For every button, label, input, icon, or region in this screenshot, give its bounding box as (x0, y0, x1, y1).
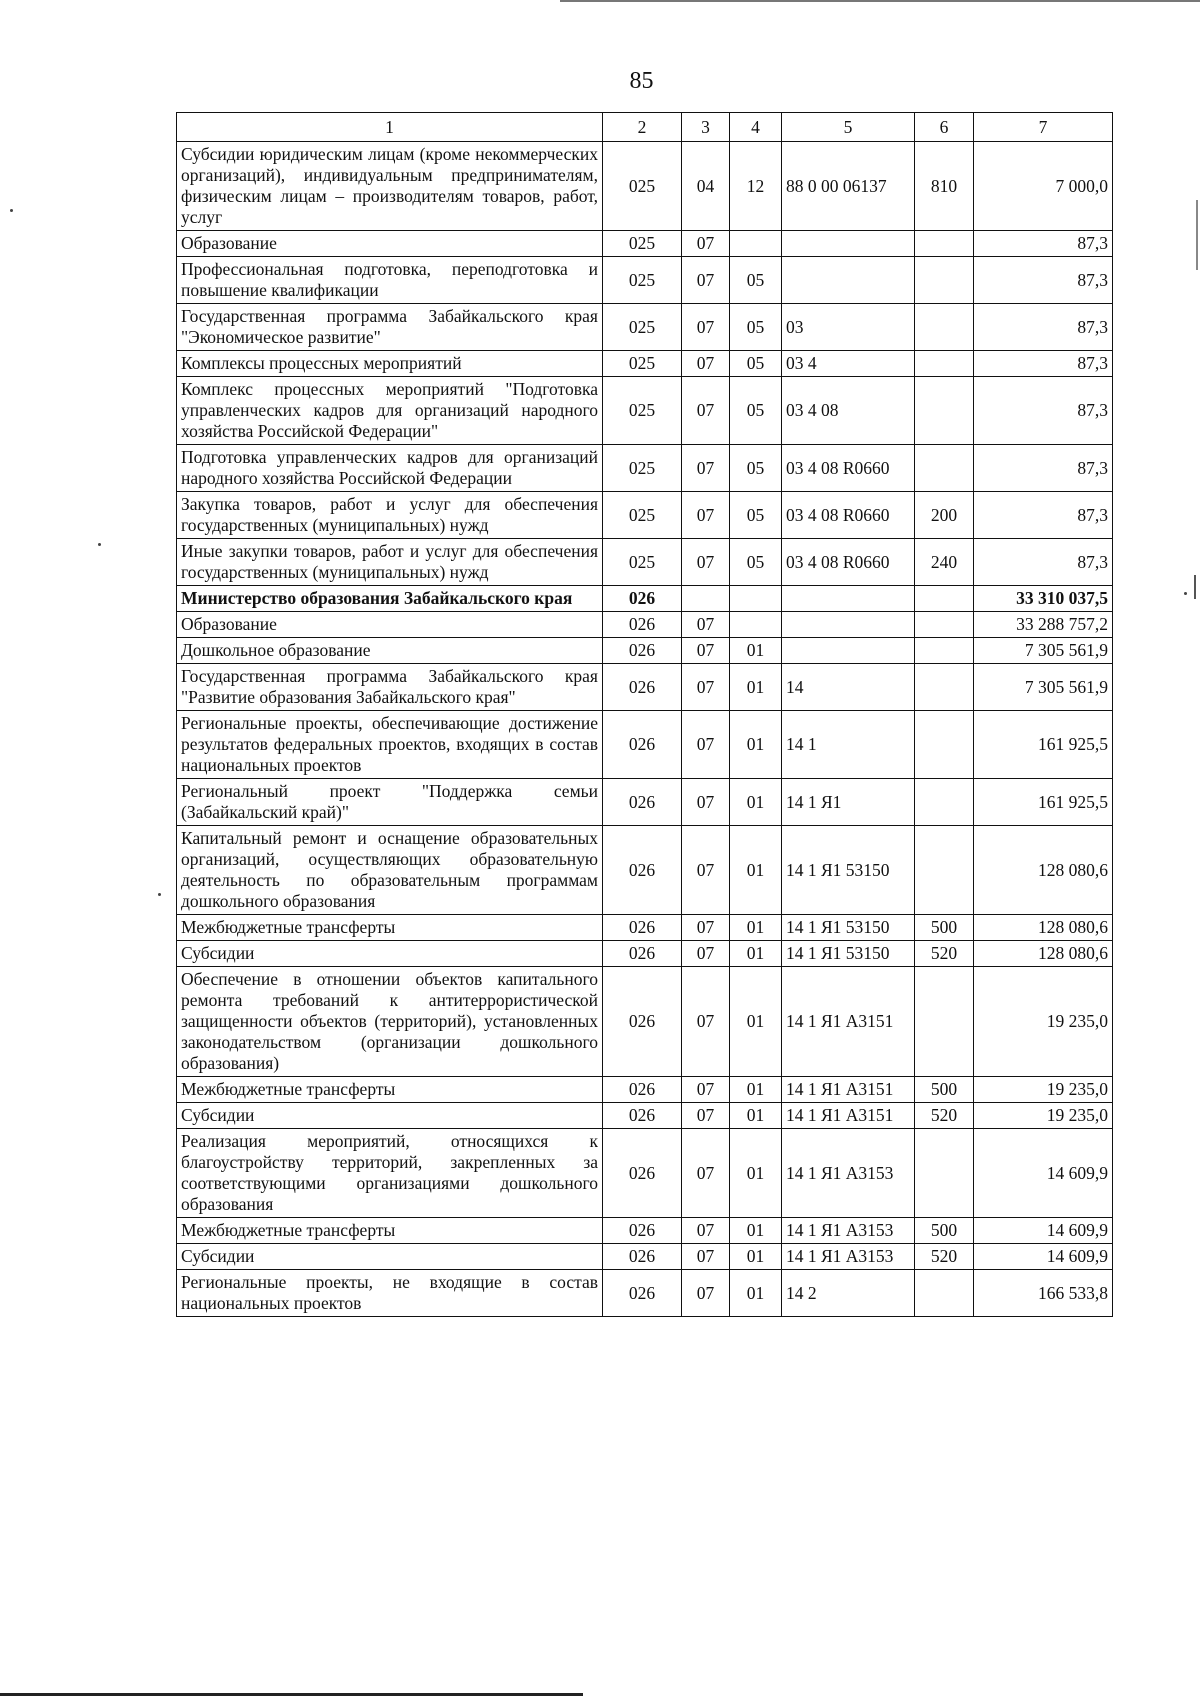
row-target-code: 03 4 08 R0660 (782, 445, 915, 492)
row-target-code (782, 257, 915, 304)
row-amount: 87,3 (974, 257, 1113, 304)
row-section: 07 (682, 1103, 730, 1129)
row-amount: 14 609,9 (974, 1129, 1113, 1218)
row-expense-type (915, 826, 974, 915)
row-name: Профессиональная подготовка, переподготовка и повышение квалификации (177, 257, 603, 304)
row-subsection: 01 (730, 967, 782, 1077)
row-expense-type (915, 638, 974, 664)
row-subsection: 01 (730, 1218, 782, 1244)
row-section: 07 (682, 539, 730, 586)
row-amount: 33 310 037,5 (974, 586, 1113, 612)
row-expense-type (915, 231, 974, 257)
table-row (177, 664, 1113, 711)
row-admin-code: 026 (603, 664, 682, 711)
row-subsection: 01 (730, 711, 782, 779)
scan-mark-right (1194, 575, 1196, 599)
row-admin-code: 026 (603, 1218, 682, 1244)
table-row (177, 941, 1113, 967)
row-section: 07 (682, 1270, 730, 1317)
row-expense-type (915, 779, 974, 826)
row-admin-code: 025 (603, 304, 682, 351)
row-target-code: 14 2 (782, 1270, 915, 1317)
row-amount: 161 925,5 (974, 779, 1113, 826)
row-admin-code: 026 (603, 1129, 682, 1218)
row-amount: 87,3 (974, 492, 1113, 539)
row-admin-code: 026 (603, 1270, 682, 1317)
row-expense-type (915, 664, 974, 711)
scan-dot (98, 543, 101, 546)
row-subsection: 01 (730, 1270, 782, 1317)
row-admin-code: 026 (603, 638, 682, 664)
row-section: 07 (682, 826, 730, 915)
row-admin-code: 026 (603, 967, 682, 1077)
row-subsection: 01 (730, 826, 782, 915)
row-expense-type: 240 (915, 539, 974, 586)
table-row (177, 638, 1113, 664)
row-admin-code: 026 (603, 915, 682, 941)
row-expense-type (915, 586, 974, 612)
column-header: 7 (974, 113, 1113, 142)
table-row (177, 1077, 1113, 1103)
row-section: 07 (682, 1129, 730, 1218)
row-target-code: 14 1 (782, 711, 915, 779)
table-row (177, 539, 1113, 586)
row-section: 07 (682, 377, 730, 445)
row-subsection: 01 (730, 1077, 782, 1103)
row-expense-type (915, 612, 974, 638)
row-amount: 7 305 561,9 (974, 638, 1113, 664)
row-amount: 128 080,6 (974, 826, 1113, 915)
row-target-code: 14 1 Я1 (782, 779, 915, 826)
row-subsection: 05 (730, 445, 782, 492)
row-amount: 87,3 (974, 351, 1113, 377)
table-row (177, 967, 1113, 1077)
row-expense-type (915, 377, 974, 445)
row-admin-code: 026 (603, 1077, 682, 1103)
row-target-code (782, 612, 915, 638)
row-subsection: 05 (730, 492, 782, 539)
row-amount: 87,3 (974, 445, 1113, 492)
row-expense-type (915, 1129, 974, 1218)
table-row (177, 711, 1113, 779)
row-amount: 14 609,9 (974, 1244, 1113, 1270)
row-name: Субсидии (177, 1244, 603, 1270)
scan-dot (158, 893, 161, 896)
row-name: Капитальный ремонт и оснащение образовательных организаций, осуществляющих образовательную деятельность по образовательным программам дошкольного образования (177, 826, 603, 915)
page-number: 85 (629, 68, 654, 94)
scan-dot (1184, 592, 1187, 595)
row-expense-type: 500 (915, 1077, 974, 1103)
row-amount: 7 305 561,9 (974, 664, 1113, 711)
row-subsection: 05 (730, 257, 782, 304)
row-name: Министерство образования Забайкальского края (177, 586, 603, 612)
row-name: Государственная программа Забайкальского края "Развитие образования Забайкальского края" (177, 664, 603, 711)
row-name: Субсидии юридическим лицам (кроме некоммерческих организаций), индивидуальным предпринимателям, физическим лицам – производителям товаров, работ, услуг (177, 142, 603, 231)
row-section: 07 (682, 1244, 730, 1270)
table-row (177, 445, 1113, 492)
row-subsection: 01 (730, 915, 782, 941)
table-row (177, 826, 1113, 915)
row-expense-type: 500 (915, 1218, 974, 1244)
row-name: Комплексы процессных мероприятий (177, 351, 603, 377)
row-name: Комплекс процессных мероприятий "Подготовка управленческих кадров для организаций народного хозяйства Российской Федерации" (177, 377, 603, 445)
row-target-code (782, 638, 915, 664)
row-amount: 87,3 (974, 377, 1113, 445)
table-row (177, 1103, 1113, 1129)
row-target-code: 03 (782, 304, 915, 351)
table-row (177, 304, 1113, 351)
row-admin-code: 026 (603, 1244, 682, 1270)
row-target-code: 03 4 08 (782, 377, 915, 445)
column-header: 5 (782, 113, 915, 142)
row-subsection (730, 231, 782, 257)
row-target-code: 14 (782, 664, 915, 711)
row-expense-type: 520 (915, 941, 974, 967)
row-expense-type (915, 351, 974, 377)
row-section: 07 (682, 257, 730, 304)
scan-edge-right (1196, 200, 1198, 270)
row-admin-code: 026 (603, 711, 682, 779)
row-admin-code: 026 (603, 779, 682, 826)
row-amount: 33 288 757,2 (974, 612, 1113, 638)
row-admin-code: 025 (603, 445, 682, 492)
row-section: 07 (682, 1218, 730, 1244)
row-name: Региональные проекты, не входящие в состав национальных проектов (177, 1270, 603, 1317)
row-name: Закупка товаров, работ и услуг для обеспечения государственных (муниципальных) нужд (177, 492, 603, 539)
row-target-code: 14 1 Я1 А3153 (782, 1244, 915, 1270)
table-row (177, 1129, 1113, 1218)
row-section: 07 (682, 711, 730, 779)
row-name: Субсидии (177, 941, 603, 967)
column-header: 6 (915, 113, 974, 142)
row-name: Межбюджетные трансферты (177, 915, 603, 941)
row-section: 07 (682, 779, 730, 826)
row-name: Обеспечение в отношении объектов капитального ремонта требований к антитеррористической защищенности объектов (территорий), установленных законодательством (организации дошкольного образования) (177, 967, 603, 1077)
row-subsection: 12 (730, 142, 782, 231)
row-subsection: 01 (730, 1103, 782, 1129)
row-subsection: 01 (730, 664, 782, 711)
row-subsection: 01 (730, 1129, 782, 1218)
row-target-code: 88 0 00 06137 (782, 142, 915, 231)
row-subsection: 01 (730, 941, 782, 967)
row-expense-type (915, 967, 974, 1077)
row-section: 07 (682, 915, 730, 941)
row-subsection: 05 (730, 377, 782, 445)
row-name: Образование (177, 231, 603, 257)
row-subsection: 05 (730, 304, 782, 351)
row-admin-code: 025 (603, 351, 682, 377)
scan-dot (10, 209, 13, 212)
row-admin-code: 025 (603, 377, 682, 445)
row-target-code: 14 1 Я1 А3153 (782, 1129, 915, 1218)
row-target-code: 03 4 (782, 351, 915, 377)
row-section: 07 (682, 445, 730, 492)
row-admin-code: 026 (603, 586, 682, 612)
row-name: Государственная программа Забайкальского края "Экономическое развитие" (177, 304, 603, 351)
row-expense-type: 200 (915, 492, 974, 539)
column-header: 4 (730, 113, 782, 142)
table-row (177, 1270, 1113, 1317)
table-row (177, 915, 1113, 941)
row-amount: 7 000,0 (974, 142, 1113, 231)
row-subsection: 01 (730, 779, 782, 826)
row-amount: 87,3 (974, 231, 1113, 257)
row-name: Межбюджетные трансферты (177, 1218, 603, 1244)
column-header: 3 (682, 113, 730, 142)
row-amount: 166 533,8 (974, 1270, 1113, 1317)
row-expense-type (915, 445, 974, 492)
row-name: Дошкольное образование (177, 638, 603, 664)
row-admin-code: 025 (603, 492, 682, 539)
row-expense-type (915, 1270, 974, 1317)
scan-edge-top (560, 0, 1200, 2)
row-amount: 161 925,5 (974, 711, 1113, 779)
table-row (177, 231, 1113, 257)
row-expense-type (915, 711, 974, 779)
row-name: Субсидии (177, 1103, 603, 1129)
row-target-code: 03 4 08 R0660 (782, 539, 915, 586)
table-row (177, 142, 1113, 231)
row-target-code: 14 1 Я1 А3151 (782, 967, 915, 1077)
row-target-code: 14 1 Я1 53150 (782, 915, 915, 941)
row-admin-code: 025 (603, 539, 682, 586)
row-section: 07 (682, 231, 730, 257)
row-amount: 87,3 (974, 539, 1113, 586)
row-section: 07 (682, 1077, 730, 1103)
row-name: Иные закупки товаров, работ и услуг для обеспечения государственных (муниципальных) нужд (177, 539, 603, 586)
row-target-code (782, 231, 915, 257)
row-subsection: 05 (730, 351, 782, 377)
row-amount: 19 235,0 (974, 967, 1113, 1077)
row-section: 07 (682, 941, 730, 967)
row-section: 07 (682, 612, 730, 638)
row-target-code (782, 586, 915, 612)
table-header-row (177, 113, 1113, 142)
row-target-code: 14 1 Я1 А3151 (782, 1077, 915, 1103)
table-row (177, 1218, 1113, 1244)
row-expense-type (915, 257, 974, 304)
row-section: 07 (682, 304, 730, 351)
row-amount: 128 080,6 (974, 915, 1113, 941)
row-name: Региональный проект "Поддержка семьи (Забайкальский край)" (177, 779, 603, 826)
row-subsection: 01 (730, 638, 782, 664)
row-target-code: 14 1 Я1 53150 (782, 941, 915, 967)
row-admin-code: 025 (603, 142, 682, 231)
row-subsection (730, 586, 782, 612)
row-section: 07 (682, 351, 730, 377)
row-admin-code: 026 (603, 941, 682, 967)
row-name: Подготовка управленческих кадров для организаций народного хозяйства Российской Федерации (177, 445, 603, 492)
row-section: 07 (682, 638, 730, 664)
table-row (177, 779, 1113, 826)
row-section: 07 (682, 664, 730, 711)
row-expense-type: 520 (915, 1103, 974, 1129)
table-row (177, 1244, 1113, 1270)
row-amount: 19 235,0 (974, 1077, 1113, 1103)
row-target-code: 14 1 Я1 53150 (782, 826, 915, 915)
row-name: Региональные проекты, обеспечивающие достижение результатов федеральных проектов, входящих в состав национальных проектов (177, 711, 603, 779)
row-subsection (730, 612, 782, 638)
row-target-code: 14 1 Я1 А3153 (782, 1218, 915, 1244)
row-subsection: 05 (730, 539, 782, 586)
column-header: 1 (177, 113, 603, 142)
row-name: Реализация мероприятий, относящихся к благоустройству территорий, закрепленных за соответствующими организациями дошкольного образования (177, 1129, 603, 1218)
row-admin-code: 026 (603, 1103, 682, 1129)
row-section: 07 (682, 492, 730, 539)
row-admin-code: 025 (603, 231, 682, 257)
row-name: Образование (177, 612, 603, 638)
table-row (177, 377, 1113, 445)
row-amount: 19 235,0 (974, 1103, 1113, 1129)
row-admin-code: 026 (603, 826, 682, 915)
table-body (177, 142, 1113, 1317)
row-amount: 128 080,6 (974, 941, 1113, 967)
row-subsection: 01 (730, 1244, 782, 1270)
row-expense-type (915, 304, 974, 351)
column-header: 2 (603, 113, 682, 142)
row-target-code: 03 4 08 R0660 (782, 492, 915, 539)
row-amount: 14 609,9 (974, 1218, 1113, 1244)
table-row (177, 612, 1113, 638)
row-section: 04 (682, 142, 730, 231)
row-section: 07 (682, 967, 730, 1077)
row-amount: 87,3 (974, 304, 1113, 351)
table-row (177, 257, 1113, 304)
row-expense-type: 520 (915, 1244, 974, 1270)
row-section (682, 586, 730, 612)
table-row (177, 492, 1113, 539)
budget-table (176, 112, 1113, 1317)
table-row (177, 586, 1113, 612)
row-expense-type: 500 (915, 915, 974, 941)
row-name: Межбюджетные трансферты (177, 1077, 603, 1103)
row-expense-type: 810 (915, 142, 974, 231)
row-target-code: 14 1 Я1 А3151 (782, 1103, 915, 1129)
table-row (177, 351, 1113, 377)
row-admin-code: 026 (603, 612, 682, 638)
row-admin-code: 025 (603, 257, 682, 304)
